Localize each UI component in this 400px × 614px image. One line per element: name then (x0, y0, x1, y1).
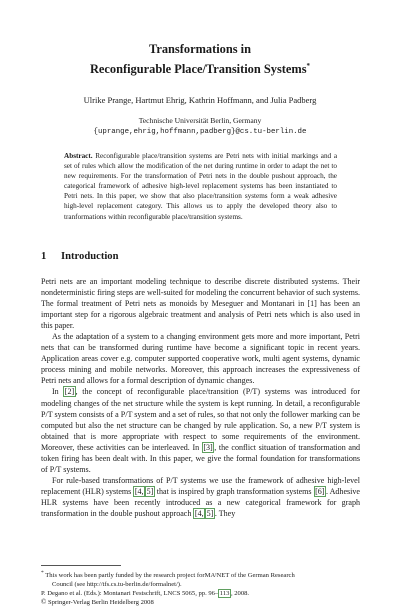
footnote-line-1 (41, 569, 360, 580)
body-text (41, 276, 360, 519)
footnote-mark: * (41, 570, 44, 576)
paragraph-4-text-b: that is inspired by graph transformation systems (154, 486, 314, 496)
citation-link-5b[interactable]: 5] (206, 508, 214, 518)
title-line-2-text: Reconfigurable Place/Transition Systems (89, 62, 307, 77)
footnote-text-1: This work has been partly funded by the research project (45, 572, 197, 580)
title-line-1: Transformations in (149, 42, 251, 56)
abstract (64, 151, 337, 222)
citation-link-3[interactable]: [3] (203, 442, 213, 452)
publication-info (41, 589, 360, 607)
footnote-divider (41, 565, 121, 566)
publication-text-b: , 2008. (230, 590, 250, 597)
paragraph-4-text-a: For rule-based transformations of P/T systems we use the framework of adhesive high-level replacement (HLR) systems (41, 475, 360, 496)
footnote-project: forMAᴵNET of the German Research (196, 572, 295, 580)
footnote-line-2: Council (see http://tfs.cs.tu-berlin.de/formalnet/). (52, 581, 182, 589)
title-footnote-mark: * (306, 62, 311, 70)
citation-link-4b[interactable]: [4, (194, 508, 204, 518)
section-heading (41, 251, 119, 262)
publication-line-2 (41, 598, 360, 607)
footnote (41, 569, 360, 590)
paragraph-4-text-c: . Adhesive HLR systems have been recently introduced as a new categorical framework for graph transformation in the double pushout approach (41, 486, 360, 518)
paragraph-3-text-b: , the concept of reconfigurable place/transition (P/T) systems was introduced for modeling changes of the net structure while the system is kept running. In detail, a reconfigurable P/T system consists of a P/T system and a set of rules, so that not only the follower marking can be computed but also the net structure can be changed by rule application. So, a new P/T system is obtained that is more appropriate with respect to some requirements of the environment. Moreover, these activities can be interleaved. In (41, 387, 361, 452)
author-emails: {uprange,ehrig,hoffmann,padberg}@cs.tu-berlin.de (93, 127, 307, 136)
paragraph-1 (41, 276, 360, 331)
last-page-link[interactable]: 113 (219, 590, 230, 597)
institution: Technische Universität Berlin, Germany (138, 116, 262, 125)
paragraph-4 (41, 475, 360, 519)
paper-title (40, 41, 360, 78)
paragraph-3-text-c: , the conflict situation of transformation and token firing has been dealt with. In this paper, we give the formal foundation for transformations of P/T systems. (41, 442, 360, 474)
citation-link-4[interactable]: [4, (134, 486, 144, 496)
paragraph-2-text: As the adaptation of a system to a changing environment gets more and more important, Petri nets that can be transformed during runtime have become a significant topic in recent years. Application areas cover e.g. computer supported cooperative work, multi agent systems, dynamic process mining and mobile networks. Moreover, this approach increases the expressiveness of Petri nets and allows for a formal description of dynamic changes. (41, 332, 360, 386)
publication-line-1 (41, 589, 360, 598)
paragraph-4-text-d: . They (214, 508, 236, 518)
abstract-label: Abstract. (64, 152, 93, 160)
paragraph-3-text-a: In (52, 387, 64, 397)
paragraph-2 (41, 331, 360, 386)
citation-link-6[interactable]: [6] (315, 486, 325, 496)
section-number: 1 (41, 251, 47, 262)
title-line-2 (40, 58, 360, 78)
section-title: Introduction (61, 251, 119, 262)
publisher-text: Springer-Verlag Berlin Heidelberg 2008 (47, 599, 154, 606)
affiliation (40, 116, 360, 137)
citation-link-2[interactable]: [2] (64, 387, 75, 397)
paragraph-1-text: Petri nets are an important modeling technique to describe discrete distributed systems. Their nondeterministic firing steps are well-suited for modeling the concurrent behavior of such systems. The formal treatment of Petri nets as monoids by Meseguer and Montanari in [1] has been an important step for a rigorous algebraic treatment and analysis of Petri nets which is also used in this paper. (41, 277, 360, 331)
abstract-text: Reconfigurable place/transition systems are Petri nets with initial markings and a set of rules which allow the modification of the net during runtime in order to adapt the net to new requirements. For the transformation of Petri nets in the double pushout approach, the categorical framework of adhesive high-level replacement systems has been instantiated to Petri nets. In this paper, we show that also place/transition systems form a weak adhesive high-level replacement category. This allows us to apply the developed theory also to tranformations within reconfigurable place/transition systems. (64, 152, 338, 221)
publication-text-a: P. Degano et al. (Eds.): Montanari Festschrift, LNCS 5065, pp. 96– (41, 590, 219, 597)
copyright-symbol: © (41, 598, 47, 606)
citation-link-5[interactable]: 5] (146, 486, 154, 496)
author-list: Ulrike Prange, Hartmut Ehrig, Kathrin Hoffmann, and Julia Padberg (83, 95, 317, 105)
paragraph-3 (41, 386, 360, 474)
